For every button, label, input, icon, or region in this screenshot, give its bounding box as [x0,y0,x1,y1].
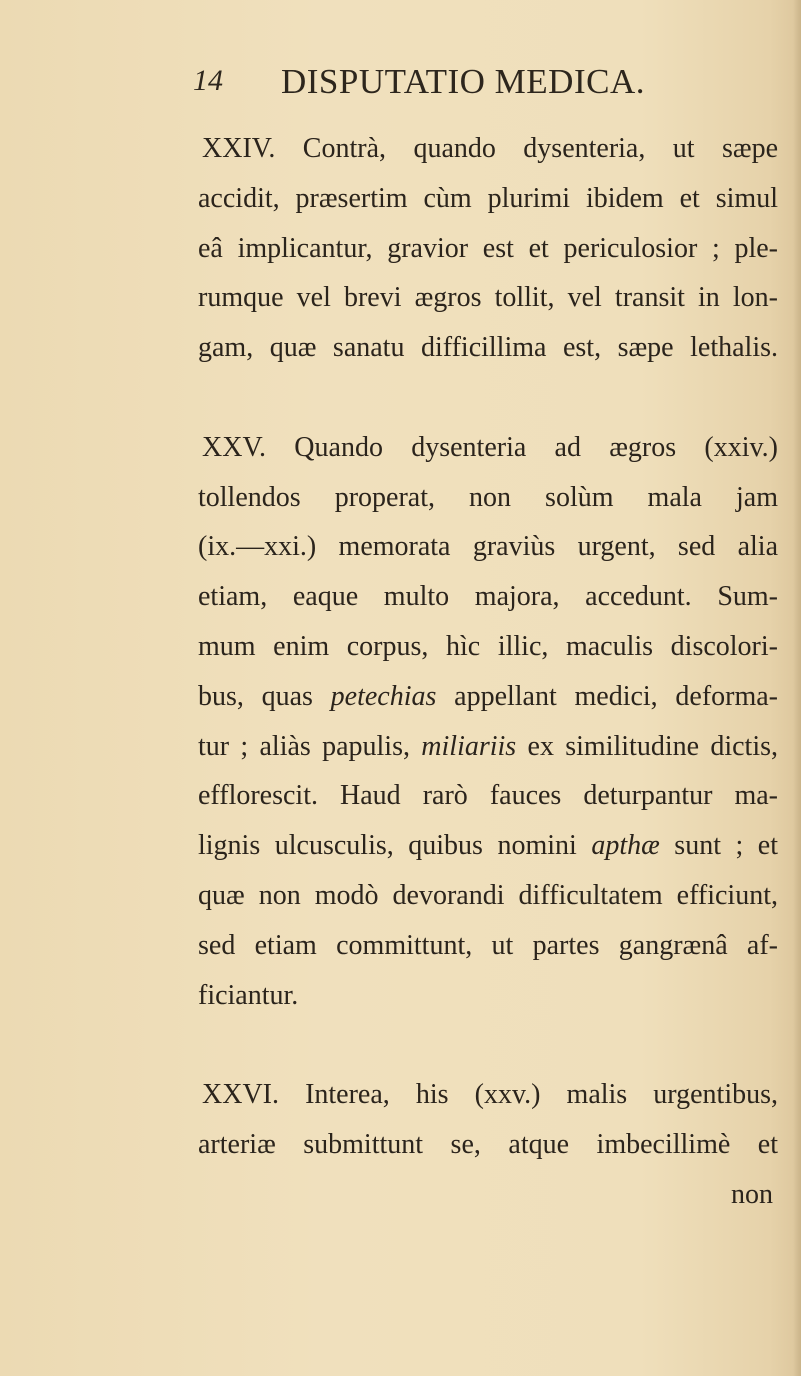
text-line: eâ implicantur, gravior est et periculosior ; ple- [198,232,778,264]
text-line: tollendos properat, non solùm mala jam [198,481,778,513]
text-line: gam, quæ sanatu difficillima est, sæpe lethalis. [198,332,778,364]
text-run: bus, quas [198,680,331,712]
text-line: ficiantur. [198,979,299,1011]
page-number: 14 [193,64,223,97]
text-line: quæ non modò devorandi difficultatem efficiunt, [198,879,778,911]
text-line: efflorescit. Haud rarò fauces deturpantur ma- [198,780,778,812]
text-line: rumque vel brevi ægros tollit, vel transit in lon- [198,282,778,314]
running-title: DISPUTATIO MEDICA. [281,62,645,101]
text-line: accidit, præsertim cùm plurimi ibidem et simul [198,182,778,214]
text-line: etiam, eaque multo majora, accedunt. Sum- [198,581,778,613]
page-edge-shadow [793,0,801,1376]
italic-term-petechias: petechias [330,680,437,712]
text-line: XXIV. Contrà, quando dysenteria, ut sæpe [202,133,778,164]
text-line: arteriæ submittunt se, atque imbecillimè et [198,1128,778,1160]
text-line [198,672,778,722]
paragraph-xxv [198,423,778,1021]
text-run: ex similitudine dictis, [516,730,778,762]
text-line [198,821,778,871]
page-header [0,62,801,112]
text-run: sunt ; et [659,830,778,862]
text-line: XXV. Quando dysenteria ad ægros (xxiv.) [202,431,778,463]
text-run: lignis ulcusculis, quibus nomini [198,830,592,862]
catchword: non [731,1178,773,1210]
text-run: tur ; aliàs papulis, [198,730,422,762]
text-line [198,722,778,772]
paragraph-gap [198,1020,778,1070]
italic-term-miliariis: miliariis [421,730,517,762]
body-text [198,124,778,1220]
text-line: (ix.—xxi.) memorata graviùs urgent, sed alia [198,531,778,563]
paragraph-xxiv [198,124,778,373]
italic-term-apthae: apthæ [591,830,660,862]
text-line: XXVI. Interea, his (xxv.) malis urgentibus, [202,1079,778,1111]
paragraph-gap [198,373,778,423]
text-run: appellant medici, deforma- [436,680,778,712]
paragraph-xxvi [198,1070,778,1170]
text-line: sed etiam committunt, ut partes gangrænâ af- [198,929,778,961]
text-line: mum enim corpus, hìc illic, maculis discolori- [198,630,778,662]
